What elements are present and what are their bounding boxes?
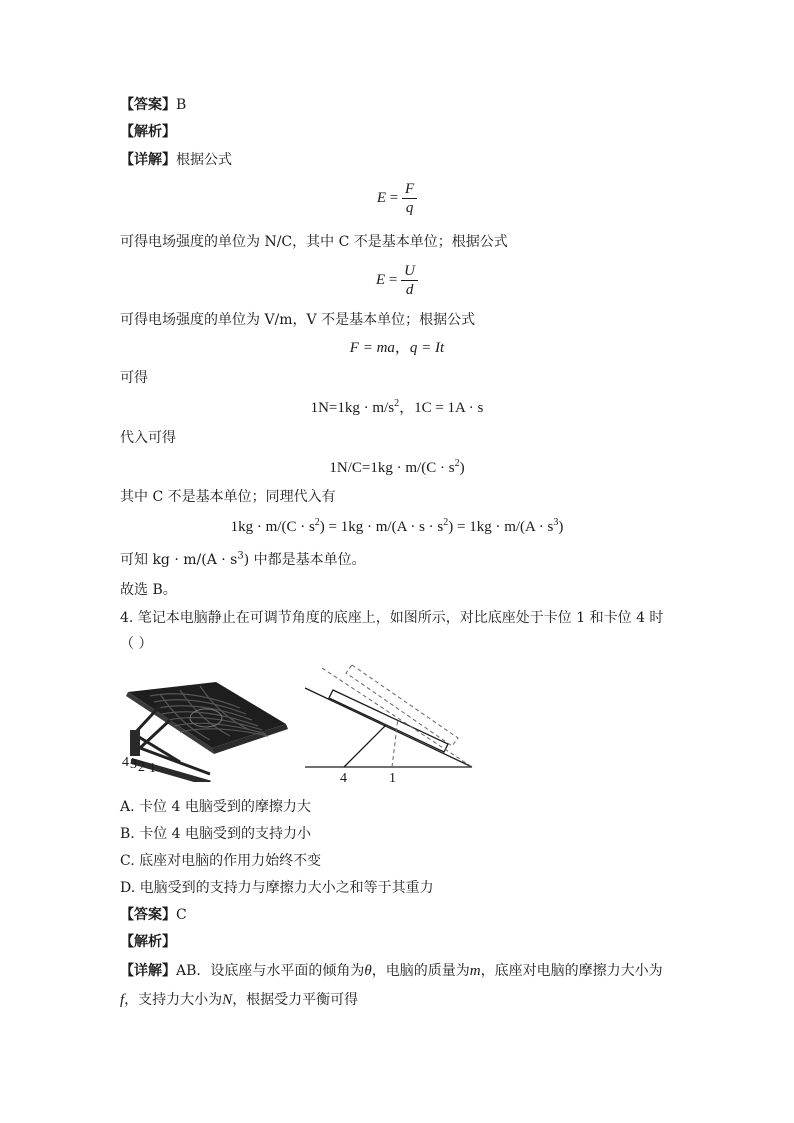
- detail-tag: 【详解】: [120, 152, 176, 168]
- symbol-theta: θ: [364, 963, 372, 979]
- photo-label-3: 3: [130, 757, 137, 772]
- eq2-fraction: [401, 262, 418, 299]
- eq5-exp: 2: [454, 458, 460, 469]
- eq3-sep: ，: [394, 340, 410, 356]
- eq4-b: 1C = 1A · s: [414, 400, 484, 416]
- text-kede: 可得: [120, 370, 148, 386]
- answer-q4-tag: 【答案】: [120, 907, 176, 923]
- option-c: C. 底座对电脑的作用力始终不变: [120, 853, 322, 869]
- eq1-numerator: F: [402, 180, 417, 199]
- eq6-a-exp: 2: [314, 517, 320, 528]
- equation-f-ma-q-it: [0, 338, 794, 358]
- equation-unit-n-c: [0, 398, 794, 418]
- leg-1: [392, 718, 398, 767]
- detail-q4-p5: ，根据受力平衡可得: [232, 992, 359, 1008]
- kezhi-a: 可知 kg · m/(A · s: [120, 552, 238, 568]
- eq2-numerator: U: [401, 262, 418, 281]
- equation-e-u-d: E = $\frac{U}{d}$: [0, 262, 794, 299]
- detail-q4-tag: 【详解】: [120, 963, 176, 979]
- eq5-b: ): [459, 460, 465, 476]
- analysis-tag-q4: 【解析】: [120, 934, 176, 950]
- eq6-d: ): [558, 519, 564, 535]
- text-unit-vm: 可得电场强度的单位为 V/m，V 不是基本单位；根据公式: [120, 312, 476, 328]
- equation-e-f-q: E = $\frac{F}{q}$: [0, 180, 794, 217]
- incline-solid: [305, 688, 472, 767]
- laptop-solid: [329, 690, 448, 752]
- text-dairu: 代入可得: [120, 430, 176, 446]
- eq4-a: 1N=1kg · m/s: [310, 400, 395, 416]
- eq2-lhs: E: [376, 271, 386, 288]
- detail-q4-line1: [120, 961, 663, 981]
- eq6-c: ) = 1kg · m/(A · s: [448, 519, 554, 535]
- eq3-part1: F = ma: [349, 340, 395, 356]
- diagram-label-1: 1: [389, 771, 396, 785]
- leg-4: [344, 725, 386, 767]
- photo-label-4: 4: [122, 755, 129, 770]
- text-unit-nc: 可得电场强度的单位为 N/C，其中 C 不是基本单位；根据公式: [120, 234, 508, 250]
- question-4-paren: （ ）: [120, 636, 153, 652]
- eq6-c-exp: 3: [553, 517, 559, 528]
- eq6-b-exp: 2: [443, 517, 449, 528]
- symbol-f: f: [120, 992, 125, 1008]
- eq2-denominator: d: [405, 282, 414, 298]
- text-kezhi: [120, 550, 366, 570]
- question-4-stem: 4. 笔记本电脑静止在可调节角度的底座上，如图所示，对比底座处于卡位 1 和卡位 4 时: [120, 610, 664, 626]
- laptop-stand-photo: [120, 674, 290, 782]
- diagram-label-4: 4: [340, 771, 347, 785]
- detail-line-prev: [120, 150, 232, 170]
- eq6-a: 1kg · m/(C · s: [230, 519, 315, 535]
- text-guxuan: 故选 B。: [120, 582, 177, 598]
- eq6-b: ) = 1kg · m/(A · s · s: [319, 519, 444, 535]
- symbol-n: N: [222, 992, 233, 1008]
- photo-label-2: 2: [138, 760, 145, 775]
- analysis-tag-prev: 【解析】: [120, 124, 176, 140]
- eq4-a-exp: 2: [394, 398, 400, 409]
- detail-text: 根据公式: [176, 152, 232, 168]
- option-b: B. 卡位 4 电脑受到的支持力小: [120, 826, 311, 842]
- symbol-m: m: [469, 963, 481, 979]
- photo-label-1: 1: [149, 761, 156, 776]
- detail-q4-p4: ，支持力大小为: [124, 992, 223, 1008]
- answer-line-prev: [120, 95, 186, 115]
- answer-tag: 【答案】: [120, 97, 176, 113]
- eq4-sep: ，: [399, 400, 415, 416]
- eq1-lhs: E: [376, 189, 387, 206]
- option-a: A. 卡位 4 电脑受到的摩擦力大: [120, 799, 311, 815]
- eq3-part2: q = It: [409, 340, 445, 356]
- answer-line-q4: [120, 905, 187, 925]
- incline-dashed: [322, 668, 472, 767]
- eq1-fraction: [402, 180, 417, 217]
- text-tongli: 其中 C 不是基本单位；同理代入有: [120, 489, 336, 505]
- equation-n-per-c: [0, 458, 794, 478]
- answer-q4-value: C: [176, 907, 187, 923]
- kezhi-b: ) 中都是基本单位。: [243, 552, 366, 568]
- detail-q4-p3: ，底座对电脑的摩擦力大小为: [480, 963, 663, 979]
- kezhi-exp: 3: [237, 550, 244, 562]
- equation-unit-chain: [0, 517, 794, 537]
- stand-angle-diagram: [300, 660, 475, 785]
- eq5-a: 1N/C=1kg · m/(C · s: [329, 460, 455, 476]
- option-d: D. 电脑受到的支持力与摩擦力大小之和等于其重力: [120, 880, 434, 896]
- answer-value: B: [176, 97, 187, 113]
- detail-q4-p2: ，电脑的质量为: [371, 963, 470, 979]
- eq1-denominator: q: [405, 200, 414, 216]
- detail-q4-line2: [120, 990, 358, 1010]
- detail-q4-p1: AB．设底座与水平面的倾角为: [176, 963, 365, 979]
